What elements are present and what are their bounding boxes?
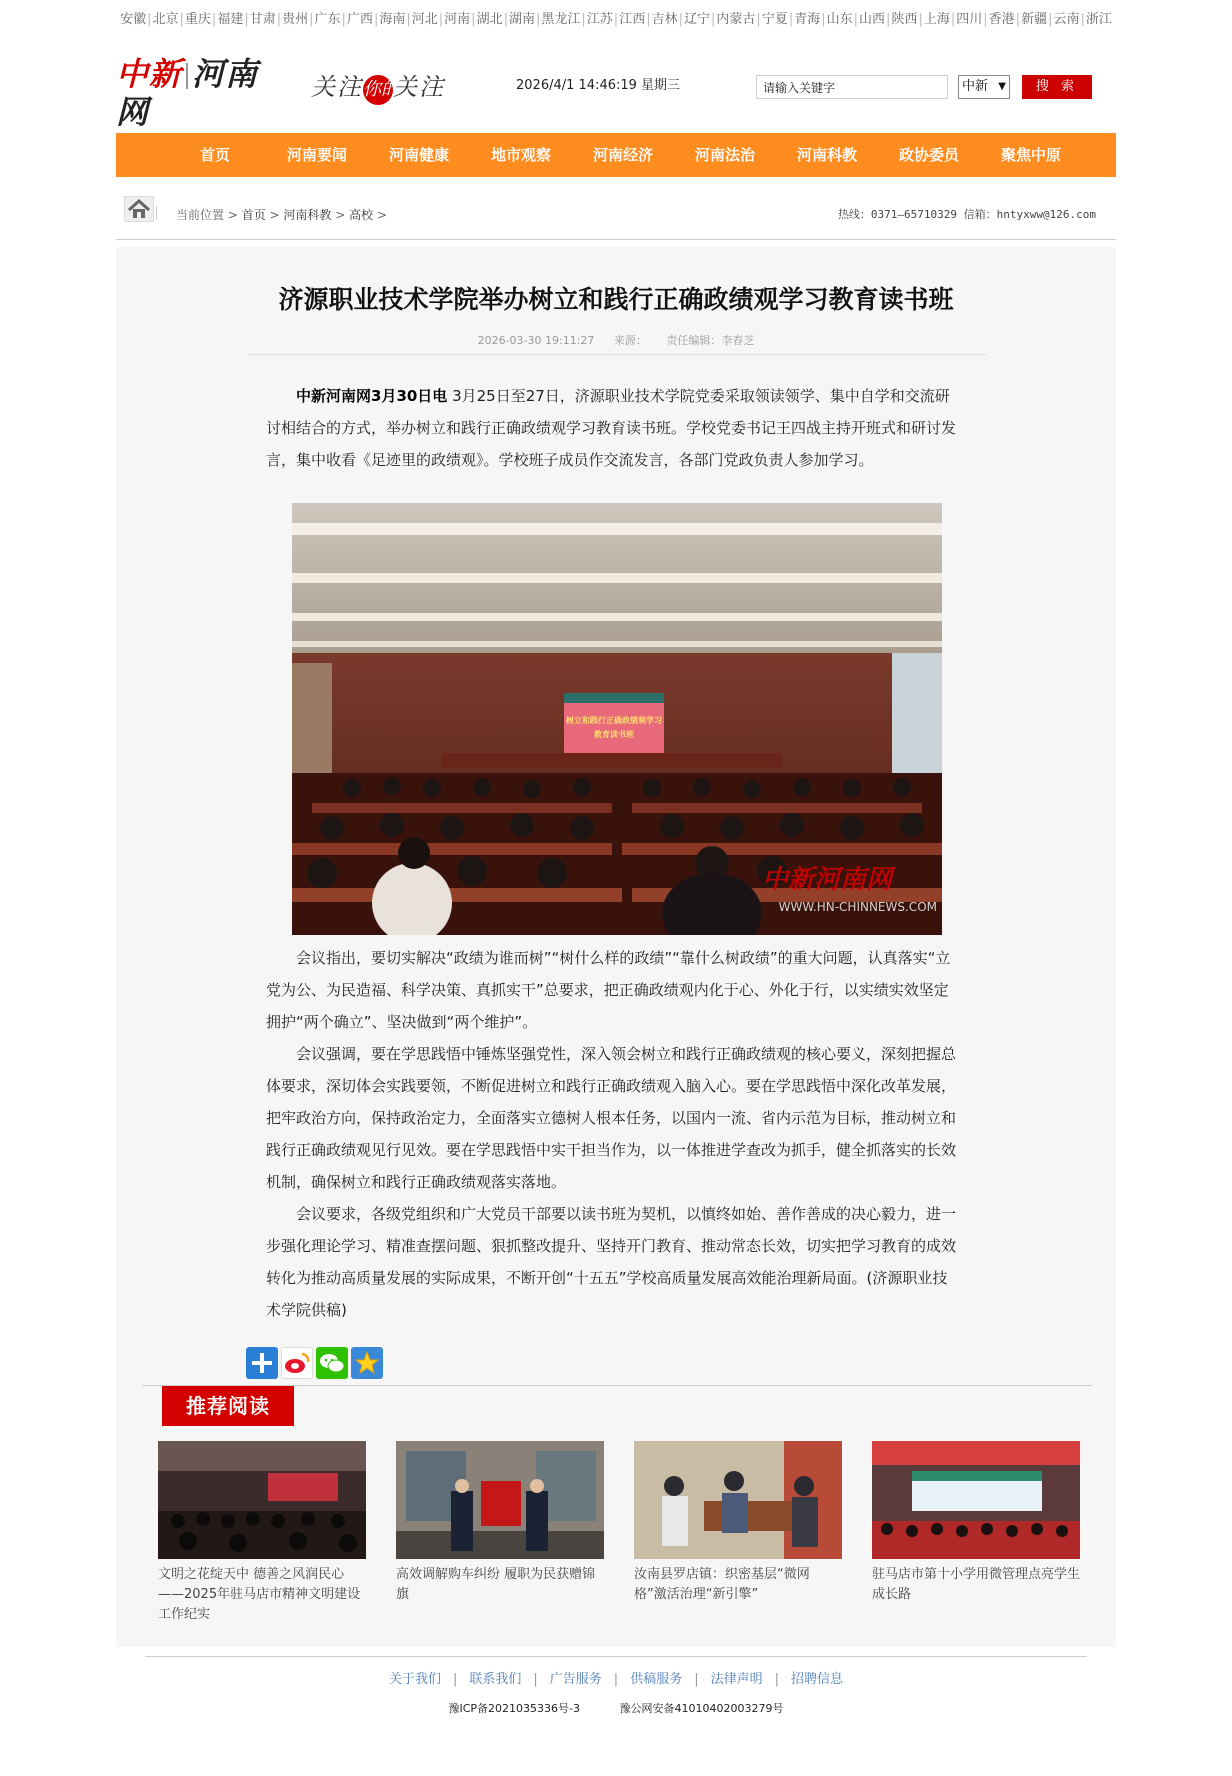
photo-banner-line1: 树立和践行正确政绩观学习: [566, 716, 662, 725]
recommend-title[interactable]: 汝南县罗店镇：织密基层“微网格”激活治理“新引擎”: [634, 1567, 810, 1602]
province-link[interactable]: 青海: [794, 12, 821, 27]
nav-item[interactable]: 政协委员: [898, 146, 959, 164]
province-link[interactable]: 新疆: [1021, 12, 1048, 27]
province-link[interactable]: 河北: [411, 12, 438, 27]
nav-item[interactable]: 地市观察: [490, 146, 551, 164]
site-header: [116, 55, 1116, 131]
logo-text-red: 中新: [116, 55, 183, 93]
chevron-down-icon: ▼: [998, 81, 1006, 92]
current-datetime: 2026/4/1 14:46:19 星期三: [516, 78, 681, 93]
search-button[interactable]: 搜 索: [1022, 75, 1092, 99]
weibo-icon[interactable]: [281, 1347, 313, 1379]
nav-item[interactable]: 河南经济: [592, 146, 653, 164]
article-paragraph-3: 会议强调，要在学思践悟中锤炼坚强党性，深入领会树立和践行正确政绩观的核心要义，深刻把握总体要求，深切体会实践要领，不断促进树立和践行正确政绩观入脑入心。要在学思践悟中深化改革发展，把牢政治方向，保持政治定力，全面落实立德树人根本任务，以国内一流、省内示范为目标，推动树立和践行正确政绩观见行见效。要在学思践悟中实干担当作为，以一体推进学查改为抓手，健全抓落实的长效机制，确保树立和践行正确政绩观落实落地。: [266, 1045, 957, 1191]
breadcrumb-subsection[interactable]: 高校: [349, 208, 374, 222]
article-meta: [116, 332, 1116, 348]
recommend-label: 推荐阅读: [162, 1386, 294, 1426]
province-bar: 安徽|北京|重庆|福建|甘肃|贵州|广东|广西|海南|河北|河南|湖北|湖南|黑龙江|江苏|江西|吉林|辽宁|内蒙古|宁夏|青海|山东|山西|陕西|上海|四川|香港|新疆|云南|浙江: [120, 12, 1112, 27]
province-link[interactable]: 内蒙古: [716, 12, 756, 27]
province-link[interactable]: 吉林: [651, 12, 678, 27]
province-link[interactable]: 海南: [379, 12, 406, 27]
photo-watermark-url: WWW.HN-CHINNEWS.COM: [778, 900, 937, 914]
province-link[interactable]: 山西: [859, 12, 886, 27]
article-source: 来源：: [613, 334, 647, 347]
province-link[interactable]: 香港: [988, 12, 1015, 27]
footer-link[interactable]: 关于我们: [388, 1672, 441, 1687]
favorite-icon[interactable]: [351, 1347, 383, 1379]
search-scope-select[interactable]: 中新 ▼: [958, 75, 1010, 99]
site-logo[interactable]: [116, 55, 286, 131]
article-title: 济源职业技术学院举办树立和践行正确政绩观学习教育读书班: [278, 285, 954, 314]
recommend-title[interactable]: 文明之花绽天中 德善之风润民心——2025年驻马店市精神文明建设工作纪实: [158, 1567, 361, 1622]
footer-link[interactable]: 广告服务: [549, 1672, 602, 1687]
recommend-item[interactable]: [634, 1441, 842, 1605]
recommend-title[interactable]: 高效调解购车纠纷 履职为民获赠锦旗: [396, 1567, 596, 1602]
recommend-item[interactable]: [396, 1441, 604, 1605]
footer-link[interactable]: 供稿服务: [630, 1672, 683, 1687]
footer-icp: [0, 1700, 1232, 1716]
breadcrumb-bar: [116, 196, 1116, 240]
footer-link[interactable]: 招聘信息: [791, 1672, 844, 1687]
province-link[interactable]: 贵州: [282, 12, 309, 27]
breadcrumb-section[interactable]: 河南科教: [283, 208, 332, 222]
province-link[interactable]: 浙江: [1085, 12, 1112, 27]
share-more-icon[interactable]: [246, 1347, 278, 1379]
hotline-info: 热线：0371—65710329 信箱：hntyxww@126.com: [837, 208, 1096, 221]
article-paragraph-2: 会议指出，要切实解决“政绩为谁而树”“树什么样的政绩”“靠什么树政绩”的重大问题，认真落实“立党为公、为民造福、科学决策、真抓实干”总要求，把正确政绩观内化于心、外化于行，以实绩实效坚定拥护“两个确立”、坚决做到“两个维护”。: [266, 949, 951, 1031]
article-editor: 责任编辑：李春芝: [666, 334, 755, 347]
article-paragraph-4: 会议要求，各级党组织和广大党员干部要以读书班为契机，以慎终如始、善作善成的决心毅力，进一步强化理论学习、精准查摆问题、狠抓整改提升、坚持开门教育、推动常态长效，切实把学习教育的成效转化为推动高质量发展的实际成果，不断开创“十五五”学校高质量发展高效能治理新局面。(济源职业技术学院供稿): [266, 1205, 957, 1319]
province-link[interactable]: 湖北: [476, 12, 503, 27]
recommend-item[interactable]: [872, 1441, 1080, 1605]
recommend-thumbnail[interactable]: [158, 1441, 366, 1559]
home-icon[interactable]: [124, 196, 154, 222]
police-number[interactable]: 豫公网安备41010402003279号: [619, 1702, 784, 1715]
recommend-thumbnail[interactable]: [634, 1441, 842, 1559]
breadcrumb-home[interactable]: 首页: [241, 208, 266, 222]
breadcrumb: 当前位置 > 首页 > 河南科教 > 高校 >: [176, 208, 387, 222]
province-link[interactable]: 上海: [923, 12, 950, 27]
nav-item[interactable]: 河南健康: [388, 146, 449, 164]
province-link[interactable]: 四川: [956, 12, 983, 27]
article-photo: [292, 503, 942, 935]
province-link[interactable]: 广东: [314, 12, 341, 27]
search-input[interactable]: 请输入关键字: [756, 75, 948, 99]
province-link[interactable]: 云南: [1053, 12, 1080, 27]
logo-text-black: 河南网: [116, 55, 259, 131]
province-link[interactable]: 安徽: [120, 12, 147, 27]
footer-link[interactable]: 法律声明: [710, 1672, 763, 1687]
recommend-thumbnail[interactable]: [872, 1441, 1080, 1559]
province-link[interactable]: 陕西: [891, 12, 918, 27]
province-link[interactable]: 福建: [217, 12, 244, 27]
nav-item[interactable]: 首页: [199, 146, 230, 164]
province-link[interactable]: 河南: [444, 12, 471, 27]
footer-links: 关于我们 | 联系我们 | 广告服务 | 供稿服务 | 法律声明 | 招聘信息: [388, 1672, 844, 1687]
province-link[interactable]: 重庆: [184, 12, 211, 27]
recommend-item[interactable]: [158, 1441, 366, 1625]
province-link[interactable]: 广西: [346, 12, 373, 27]
photo-watermark: 中新河南网: [761, 865, 892, 895]
province-link[interactable]: 宁夏: [761, 12, 788, 27]
province-link[interactable]: 辽宁: [684, 12, 711, 27]
share-bar: [246, 1347, 383, 1379]
icp-number[interactable]: 豫ICP备2021035336号-3: [448, 1702, 581, 1715]
province-link[interactable]: 江苏: [586, 12, 613, 27]
province-link[interactable]: 北京: [152, 12, 179, 27]
nav-item[interactable]: 聚焦中原: [1000, 146, 1061, 164]
photo-banner-line2: 教育读书班: [594, 730, 634, 739]
nav-item[interactable]: 河南法治: [694, 146, 755, 164]
article-date: 2026-03-30 19:11:27: [477, 334, 595, 347]
province-link[interactable]: 江西: [619, 12, 646, 27]
nav-item[interactable]: 河南科教: [796, 146, 857, 164]
province-link[interactable]: 湖南: [508, 12, 535, 27]
footer-link[interactable]: 联系我们: [469, 1672, 522, 1687]
province-link[interactable]: 黑龙江: [541, 12, 581, 27]
slogan: 关注你的关注: [311, 67, 445, 105]
recommend-title[interactable]: 驻马店市第十小学用微管理点亮学生成长路: [872, 1567, 1081, 1602]
recommend-thumbnail[interactable]: [396, 1441, 604, 1559]
province-link[interactable]: 甘肃: [249, 12, 276, 27]
wechat-icon[interactable]: [316, 1347, 348, 1379]
main-nav: [116, 133, 1116, 177]
nav-item[interactable]: 河南要闻: [286, 146, 347, 164]
article-paragraph-lead: 中新河南网3月30日电 3月25日至27日，济源职业技术学院党委采取领读领学、集中自学和交流研讨相结合的方式，举办树立和践行正确政绩观学习教育读书班。学校党委书记王四战主持开班式和研讨发言，集中收看《足迹里的政绩观》。学校班子成员作交流发言，各部门党政负责人参加学习。: [266, 387, 957, 469]
province-link[interactable]: 山东: [826, 12, 853, 27]
